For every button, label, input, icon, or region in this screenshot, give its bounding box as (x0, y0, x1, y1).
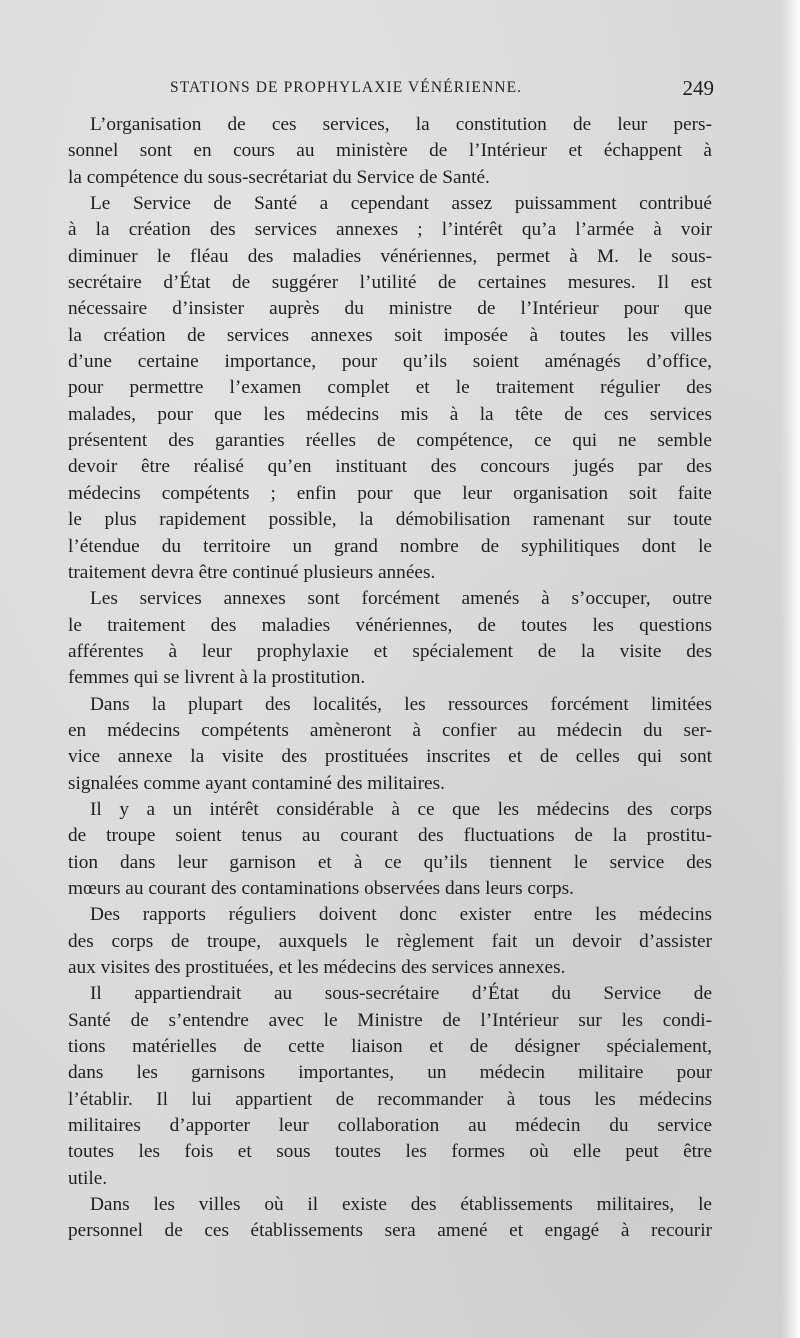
text-line: l’établir. Il lui appartient de recommander à tous les médecins (68, 1088, 712, 1110)
body-text (68, 112, 712, 1245)
running-title: STATIONS DE PROPHYLAXIE VÉNÉRIENNE. (170, 79, 523, 96)
text-line: aux visites des prostituées, et les médecins des services annexes. (68, 957, 566, 978)
page-number: 249 (682, 76, 714, 100)
text-line: en médecins compétents amèneront à confier au médecin du ser- (68, 719, 712, 741)
text-line: dans les garnisons importantes, un médecin militaire pour (68, 1062, 712, 1084)
text-line: Les services annexes sont forcément amenés à s’occuper, outre (90, 588, 712, 610)
text-line: Il y a un intérêt considérable à ce que les médecins des corps (90, 798, 712, 820)
paragraph (68, 1192, 712, 1245)
paragraph (68, 191, 712, 586)
text-line: Santé de s’entendre avec le Ministre de l’Intérieur sur les condi- (68, 1009, 712, 1031)
page-header (68, 76, 714, 106)
text-line: Dans les villes où il existe des établissements militaires, le (90, 1194, 712, 1216)
paragraph (68, 981, 712, 1192)
text-line: Des rapports réguliers doivent donc exister entre les médecins (90, 904, 712, 926)
text-line: de troupe soient tenus au courant des fluctuations de la prostitu- (68, 825, 712, 847)
text-line: Dans la plupart des localités, les ressources forcément limitées (90, 693, 712, 715)
text-line: la création de services annexes soit imposée à toutes les villes (68, 324, 712, 346)
text-line: sonnel sont en cours au ministère de l’Intérieur et échappent à (68, 140, 712, 162)
paragraph (68, 797, 712, 902)
text-line: la compétence du sous-secrétariat du Service de Santé. (68, 166, 490, 188)
text-line: à la création des services annexes ; l’intérêt qu’a l’armée à voir (68, 219, 712, 241)
text-line: personnel de ces établissements sera amené et engagé à recourir (68, 1220, 712, 1242)
text-line: l’étendue du territoire un grand nombre de syphilitiques dont le (68, 535, 712, 557)
paragraph (68, 692, 712, 797)
text-line: tion dans leur garnison et à ce qu’ils tiennent le service des (68, 851, 712, 873)
text-line: toutes les fois et sous toutes les formes où elle peut être (68, 1141, 712, 1163)
paragraph (68, 112, 712, 191)
text-line: traitement devra être continué plusieurs années. (68, 561, 436, 583)
text-line: malades, pour que les médecins mis à la tête de ces services (68, 403, 712, 425)
paragraph (68, 586, 712, 691)
text-line: vice annexe la visite des prostituées inscrites et de celles qui sont (68, 746, 712, 768)
text-line: signalées comme ayant contaminé des militaires. (68, 772, 445, 794)
text-line: le plus rapidement possible, la démobilisation ramenant sur toute (68, 509, 712, 531)
text-line: le traitement des maladies vénériennes, de toutes les questions (68, 614, 712, 636)
text-line: pour permettre l’examen complet et le traitement régulier des (68, 377, 712, 399)
text-line: mœurs au courant des contaminations observées dans leurs corps. (68, 877, 575, 899)
text-line: secrétaire d’État de suggérer l’utilité de certaines mesures. Il est (68, 272, 712, 294)
text-line: diminuer le fléau des maladies vénériennes, permet à M. le sous- (68, 245, 712, 267)
text-line: d’une certaine importance, pour qu’ils soient aménagés d’office, (68, 351, 712, 373)
text-line: afférentes à leur prophylaxie et spécialement de la visite des (68, 640, 712, 662)
text-line: médecins compétents ; enfin pour que leur organisation soit faite (68, 482, 712, 504)
text-line: femmes qui se livrent à la prostitution. (68, 667, 366, 689)
text-line: utile. (68, 1167, 108, 1189)
paragraph (68, 902, 712, 981)
text-line: L’organisation de ces services, la constitution de leur pers- (90, 114, 712, 135)
text-line: militaires d’apporter leur collaboration au médecin du service (68, 1115, 712, 1137)
page-edge-shadow (782, 0, 800, 1338)
text-line: présentent des garanties réelles de compétence, ce qui ne semble (68, 430, 712, 452)
text-line: des corps de troupe, auxquels le règlement fait un devoir d’assister (68, 930, 712, 952)
text-line: nécessaire d’insister auprès du ministre de l’Intérieur pour que (68, 298, 712, 320)
text-line: Il appartiendrait au sous-secrétaire d’État du Service de (90, 983, 712, 1005)
text-line: Le Service de Santé a cependant assez puissamment contribué (90, 193, 712, 215)
text-line: devoir être réalisé qu’en instituant des concours jugés par des (68, 456, 712, 478)
text-line: tions matérielles de cette liaison et de désigner spécialement, (68, 1036, 712, 1058)
